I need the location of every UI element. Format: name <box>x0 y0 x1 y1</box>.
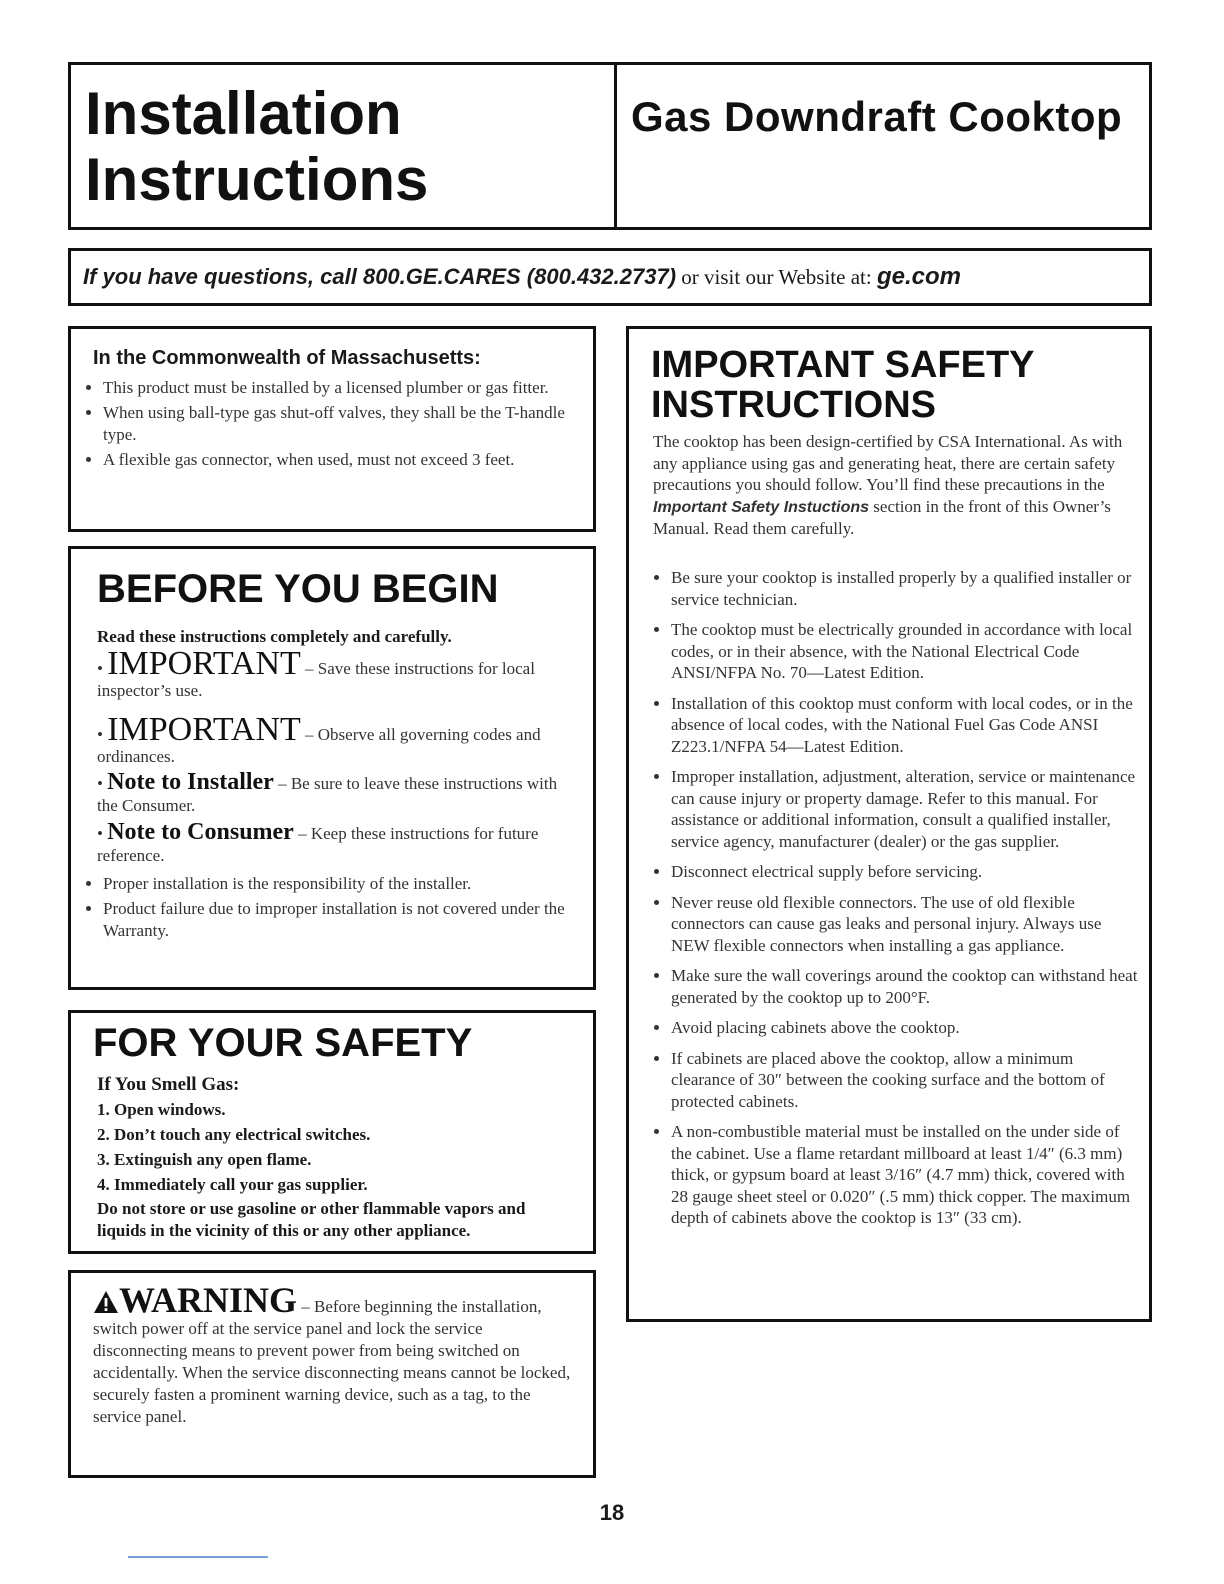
document-title <box>85 81 428 213</box>
website-link[interactable]: ge.com <box>876 263 961 290</box>
contact-phone: If you have questions, call 800.GE.CARES (800.432.2737) <box>83 264 677 289</box>
page-number: 18 <box>599 1500 625 1525</box>
product-name: Gas Downdraft Cooktop <box>631 93 1123 140</box>
important-text: – Save these instructions for local inspector’s use. <box>97 659 535 700</box>
intro-text: The cooktop has been design-certified by CSA International. As with any appliance using gas and generating heat, there are certain safety precautions you should follow. You’ll find these precautions in the <box>653 432 1123 494</box>
list-item: 1. Open windows. <box>97 1100 226 1119</box>
list-item: • Never reuse old flexible connectors. The use of old flexible connectors can cause gas leaks and personal injury. Always use NEW flexible connectors when installing a gas appliance. <box>671 892 1141 957</box>
title-line-2: Instructions <box>85 146 429 213</box>
header-box <box>68 62 1152 230</box>
important-save-item: • IMPORTANT – Save these instructions for local inspector’s use. <box>97 645 535 700</box>
contact-bar <box>68 248 1152 306</box>
list-item: • Installation of this cooktop must conform with local codes, or in the absence of local codes, with the National Fuel Gas Code ANSI Z223.1/NFPA 54—Latest Edition. <box>671 693 1141 758</box>
list-item: • If cabinets are placed above the cooktop, allow a minimum clearance of 30″ between the cooking surface and the bottom of protected cabinets. <box>671 1048 1141 1113</box>
warning-label: WARNING <box>119 1280 298 1320</box>
list-item: 3. Extinguish any open flame. <box>97 1150 312 1169</box>
important-safety-box <box>626 326 1152 1322</box>
contact-text <box>83 263 961 291</box>
list-item: • The cooktop must be electrically grounded in accordance with local codes, or in their absence, with the National Electrical Code ANSI/NFPA No. 70—Latest Edition. <box>671 619 1141 684</box>
header-divider <box>614 65 617 227</box>
before-you-begin-box <box>68 546 596 990</box>
intro-text-end: section in the front of this Owner’s Manual. Read them carefully. <box>653 496 1111 538</box>
warning-text: – Before beginning the installation, switch power off at the service panel and lock the service disconnecting means to prevent power from being switched on accidentally. When the service disconnecting means cannot be locked, securely fasten a prominent warning device, such as a tag, to the service panel. <box>93 1297 571 1426</box>
note-consumer-text: – Keep these instructions for future reference. <box>97 824 539 865</box>
section-reference: Important Safety Instuctions <box>653 498 870 516</box>
list-item: 4. Immediately call your gas supplier. <box>97 1175 368 1194</box>
important-label: IMPORTANT <box>107 645 301 682</box>
warning-content <box>93 1280 573 1428</box>
for-your-safety-heading: FOR YOUR SAFETY <box>93 1021 473 1065</box>
list-item: • A flexible gas connector, when used, must not exceed 3 feet. <box>103 449 579 471</box>
important-observe-item: • IMPORTANT – Observe all governing codes and ordinances. <box>97 711 541 766</box>
list-item: 2. Don’t touch any electrical switches. <box>97 1125 371 1144</box>
list-item: • This product must be installed by a licensed plumber or gas fitter. <box>103 377 579 399</box>
list-item: • Improper installation, adjustment, alteration, service or maintenance can cause injury or property damage. Refer to this manual. For assistance or additional information, consult a qualified installer, service agency, manufacturer (dealer) or the gas supplier. <box>671 766 1141 852</box>
list-item: • A non-combustible material must be installed on the under side of the cabinet. Use a flame retardant millboard at least 1/4″ (6.3 mm) thick, or gypsum board at least 3/16″ (4.7 mm) thick, covered with 28 gauge sheet steel or 0.020″ (.5 mm) thick copper. The maximum depth of cabinets above the cooktop is 13″ (33 cm). <box>671 1121 1141 1229</box>
important-text: – Observe all governing codes and ordinances. <box>97 725 541 766</box>
list-item: • Avoid placing cabinets above the cooktop. <box>671 1017 1141 1039</box>
warning-triangle-icon <box>93 1290 119 1314</box>
read-instructions-note: Read these instructions completely and carefully. <box>97 627 452 646</box>
important-safety-list <box>653 567 1141 1238</box>
for-your-safety-box <box>68 1010 596 1254</box>
heading-line-2: INSTRUCTIONS <box>651 384 936 426</box>
massachusetts-list <box>85 377 579 474</box>
note-installer-item: • Note to Installer – Be sure to leave these instructions with the Consumer. <box>97 769 558 815</box>
flammable-caution: Do not store or use gasoline or other flammable vapors and liquids in the vicinity of this or any other appliance. <box>97 1199 526 1240</box>
important-safety-heading <box>651 345 1035 425</box>
list-item: • Proper installation is the responsibility of the installer. <box>103 873 573 895</box>
before-you-begin-heading: BEFORE YOU BEGIN <box>97 567 499 611</box>
before-you-begin-bullets <box>85 873 573 945</box>
title-line-1: Installation <box>85 80 402 147</box>
footer-rule <box>128 1556 268 1558</box>
heading-line-1: IMPORTANT SAFETY <box>651 344 1035 386</box>
note-consumer-label: Note to Consumer <box>107 819 294 845</box>
list-item: • Disconnect electrical supply before servicing. <box>671 861 1141 883</box>
contact-middle: or visit our Website at: <box>676 265 877 289</box>
note-installer-text: – Be sure to leave these instructions with the Consumer. <box>97 774 558 815</box>
list-item: • Product failure due to improper installation is not covered under the Warranty. <box>103 898 573 942</box>
important-safety-intro <box>653 431 1135 540</box>
warning-box <box>68 1270 596 1478</box>
massachusetts-heading: In the Commonwealth of Massachusetts: <box>93 347 481 369</box>
list-item: • Be sure your cooktop is installed properly by a qualified installer or service technician. <box>671 567 1141 610</box>
gas-smell-steps <box>97 1073 593 1244</box>
massachusetts-box <box>68 326 596 532</box>
note-installer-label: Note to Installer <box>107 769 274 795</box>
note-consumer-item: • Note to Consumer – Keep these instructions for future reference. <box>97 819 539 865</box>
list-item: • Make sure the wall coverings around the cooktop can withstand heat generated by the cooktop up to 200°F. <box>671 965 1141 1008</box>
list-item: • When using ball-type gas shut-off valves, they shall be the T-handle type. <box>103 402 579 446</box>
gas-smell-subheading: If You Smell Gas: <box>97 1074 240 1095</box>
important-label: IMPORTANT <box>107 711 301 748</box>
